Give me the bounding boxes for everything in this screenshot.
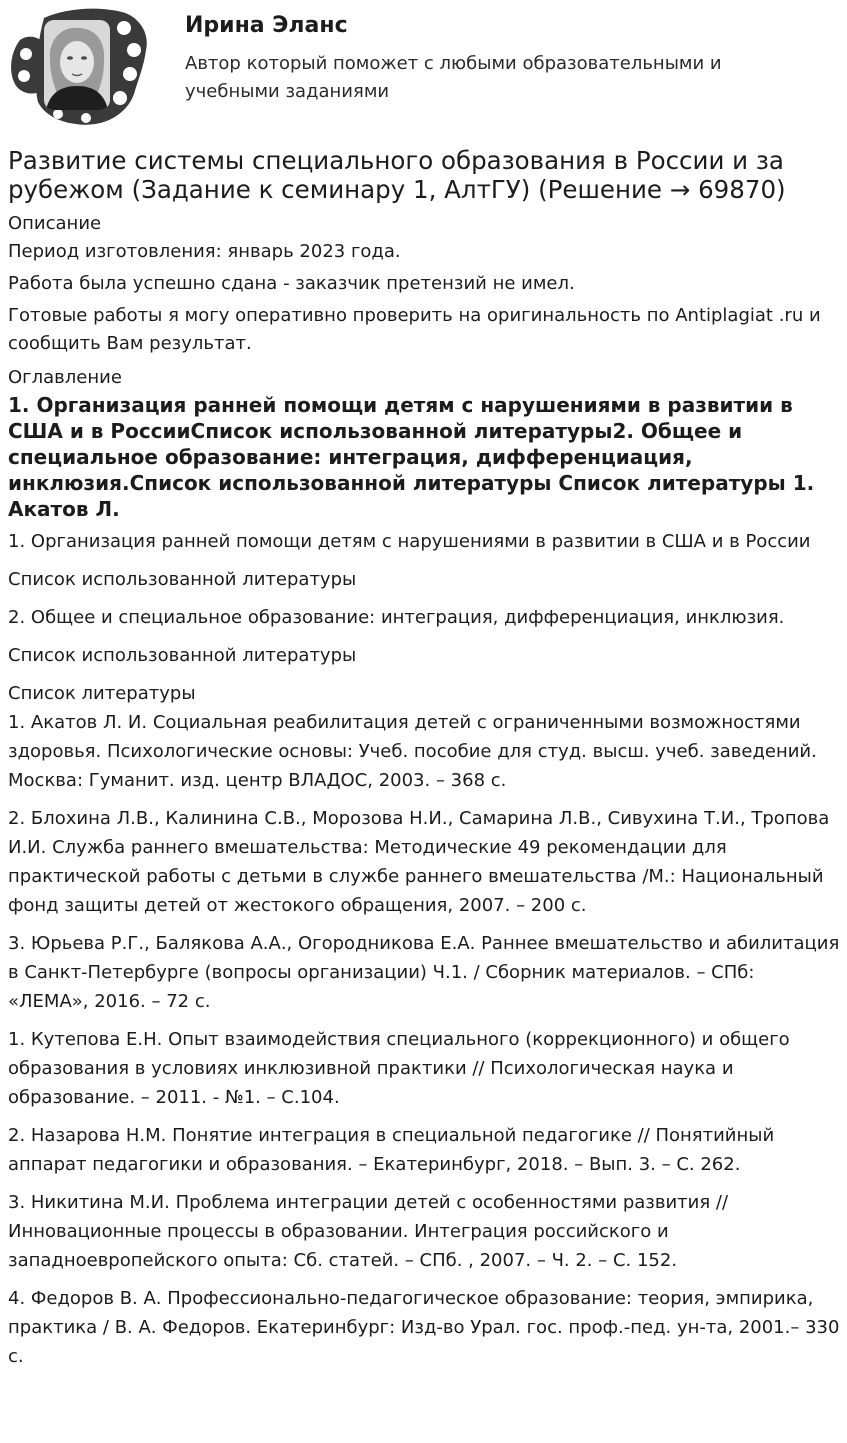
toc-item: 1. Организация ранней помощи детям с нарушениями в развитии в США и в России — [8, 531, 811, 552]
toc-item: 2. Общее и специальное образование: интеграция, дифференциация, инклюзия. — [8, 607, 785, 628]
literature-item: 4. Федоров В. А. Профессионально-педагогическое образование: теория, эмпирика, практика / В. А. Федоров. Екатеринбург: Изд-во Урал. гос. проф.-пед. ун-та, 2001.– 330 с. — [8, 1288, 840, 1367]
literature-item: 1. Кутепова Е.Н. Опыт взаимодействия специального (коррекционного) и общего образования в условиях инклюзивной практики // Психологическая наука и образование. – 2011. - №1. – С.104. — [8, 1029, 790, 1108]
description-paragraph: Период изготовления: январь 2023 года. — [8, 241, 401, 262]
document-content — [8, 146, 840, 1380]
author-avatar[interactable] — [6, 6, 152, 126]
toc-summary: 1. Организация ранней помощи детям с нарушениями в развитии в США и в РоссииСписок использованной литературы2. Общее и специальное образование: интеграция, дифференциация, инклюзия.Список использованной литературы Список литературы 1. Акатов Л. — [8, 393, 815, 521]
literature-item: 3. Никитина М.И. Проблема интеграции детей с особенностями развития // Инновационные процессы в образовании. Интеграция российского и западноевропейского опыта: Сб. статей. – СПб. , 2007. – Ч. 2. – С. 152. — [8, 1192, 729, 1271]
author-card — [0, 0, 847, 128]
literature-label: Список литературы — [8, 683, 196, 704]
document-title: Развитие системы специального образования в России и за рубежом (Задание к семинару 1, АлтГУ) (Решение → 69870) — [8, 146, 786, 204]
literature-item: 2. Назарова Н.М. Понятие интеграция в специальной педагогике // Понятийный аппарат педагогики и образования. – Екатеринбург, 2018. – Вып. 3. – С. 262. — [8, 1125, 775, 1175]
description-paragraph: Готовые работы я могу оперативно проверить на оригинальность по Antiplagiat .ru и сообщить Вам результат. — [8, 305, 821, 354]
literature-item: 2. Блохина Л.В., Калинина С.В., Морозова Н.И., Самарина Л.В., Сивухина Т.И., Тропова И.И. Служба раннего вмешательства: Методические 49 рекомендации для практической работы с детьми в службе раннего вмешательства /М.: Национальный фонд защиты детей от жестокого обращения, 2007. – 200 с. — [8, 808, 830, 916]
literature-item: 1. Акатов Л. И. Социальная реабилитация детей с ограниченными возможностями здоровья. Психологические основы: Учеб. пособие для студ. высш. учеб. заведений. Москва: Гуманит. изд. центр ВЛАДОС, 2003. – 368 с. — [8, 712, 817, 791]
toc-item: Список использованной литературы — [8, 645, 357, 666]
description-paragraph: Работа была успешно сдана - заказчик претензий не имел. — [8, 273, 575, 294]
description-label: Описание — [8, 213, 102, 234]
author-bio: Автор который поможет с любыми образовательными и учебными заданиями — [185, 53, 722, 102]
toc-item: Список использованной литературы — [8, 569, 357, 590]
literature-item: 3. Юрьева Р.Г., Балякова А.А., Огородникова Е.А. Раннее вмешательство и абилитация в Санкт-Петербурге (вопросы организации) Ч.1. / Сборник материалов. – СПб: «ЛЕМА», 2016. – 72 с. — [8, 933, 840, 1012]
author-name[interactable]: Ирина Эланс — [185, 13, 348, 38]
toc-label: Оглавление — [8, 367, 122, 388]
